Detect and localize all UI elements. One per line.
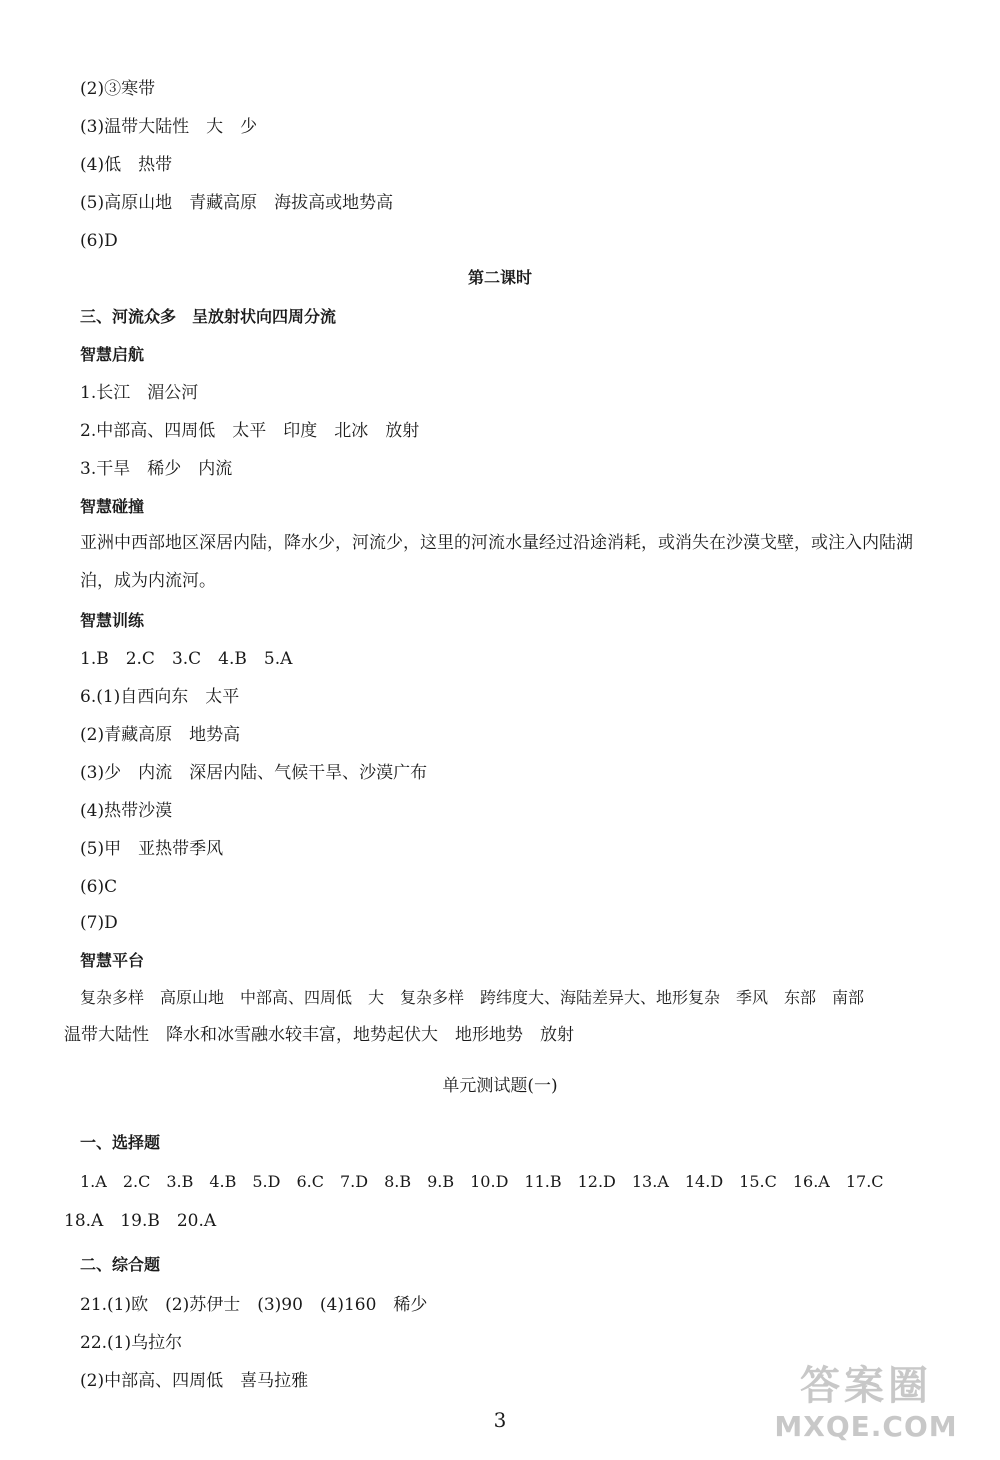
site-watermark bbox=[746, 1362, 986, 1452]
answer-line: (3)温带大陆性 大 少 bbox=[80, 117, 258, 137]
subsection-heading: 智慧训练 bbox=[80, 611, 145, 630]
subsection-heading: 智慧碰撞 bbox=[80, 497, 145, 516]
subsection-heading: 智慧平台 bbox=[80, 951, 145, 970]
answer-line: (2)③寒带 bbox=[80, 79, 156, 99]
answer-line: 温带大陆性 降水和冰雪融水较丰富，地势起伏大 地形地势 放射 bbox=[64, 1025, 574, 1045]
answer-line: 1.长江 湄公河 bbox=[80, 383, 199, 403]
choice-answers: 1.A 2.C 3.B 4.B 5.D 6.C 7.D 8.B 9.B 10.D 11.B 12.D 13.A 14.D 15.C 16.A 17.C bbox=[80, 1172, 884, 1191]
choice-answers: 18.A 19.B 20.A bbox=[64, 1211, 217, 1231]
answer-line: (7)D bbox=[80, 913, 118, 933]
unit-test-title: 单元测试题(一) bbox=[442, 1076, 558, 1096]
page-number: 3 bbox=[493, 1408, 507, 1432]
subsection-heading: 智慧启航 bbox=[80, 345, 145, 364]
lesson-title: 第二课时 bbox=[467, 268, 532, 287]
answer-line: (6)D bbox=[80, 231, 118, 251]
watermark-url: MXQE.COM bbox=[774, 1410, 958, 1443]
answer-line: (2)青藏高原 地势高 bbox=[80, 725, 241, 745]
answer-line: 复杂多样 高原山地 中部高、四周低 大 复杂多样 跨纬度大、海陆差异大、地形复杂 季风 东部 南部 bbox=[80, 988, 865, 1007]
answer-line: 1.B 2.C 3.C 4.B 5.A bbox=[80, 649, 293, 669]
section-heading: 二、综合题 bbox=[80, 1255, 161, 1274]
answer-line: 22.(1)乌拉尔 bbox=[80, 1333, 183, 1353]
explanation-paragraph: 亚洲中西部地区深居内陆，降水少，河流少，这里的河流水量经过沿途消耗，或消失在沙漠戈壁，或注入内陆湖泊，成为内流河。 bbox=[80, 533, 913, 591]
answer-line: (5)高原山地 青藏高原 海拔高或地势高 bbox=[80, 193, 394, 213]
answer-line: 2.中部高、四周低 太平 印度 北冰 放射 bbox=[80, 421, 420, 441]
answer-line: (4)低 热带 bbox=[80, 155, 173, 175]
answer-line: 21.(1)欧 (2)苏伊士 (3)90 (4)160 稀少 bbox=[80, 1295, 428, 1315]
answer-line: (5)甲 亚热带季风 bbox=[80, 839, 224, 859]
answer-line: 6.(1)自西向东 太平 bbox=[80, 687, 240, 707]
answer-line: (2)中部高、四周低 喜马拉雅 bbox=[80, 1371, 309, 1391]
section-heading: 三、河流众多 呈放射状向四周分流 bbox=[80, 307, 337, 326]
answer-line: (4)热带沙漠 bbox=[80, 801, 173, 821]
watermark-logo-text: 答案圈 bbox=[800, 1363, 932, 1409]
answer-line: (3)少 内流 深居内陆、气候干旱、沙漠广布 bbox=[80, 763, 428, 783]
answer-line: 3.干旱 稀少 内流 bbox=[80, 459, 233, 479]
answer-line: (6)C bbox=[80, 877, 118, 897]
section-heading: 一、选择题 bbox=[80, 1133, 161, 1152]
